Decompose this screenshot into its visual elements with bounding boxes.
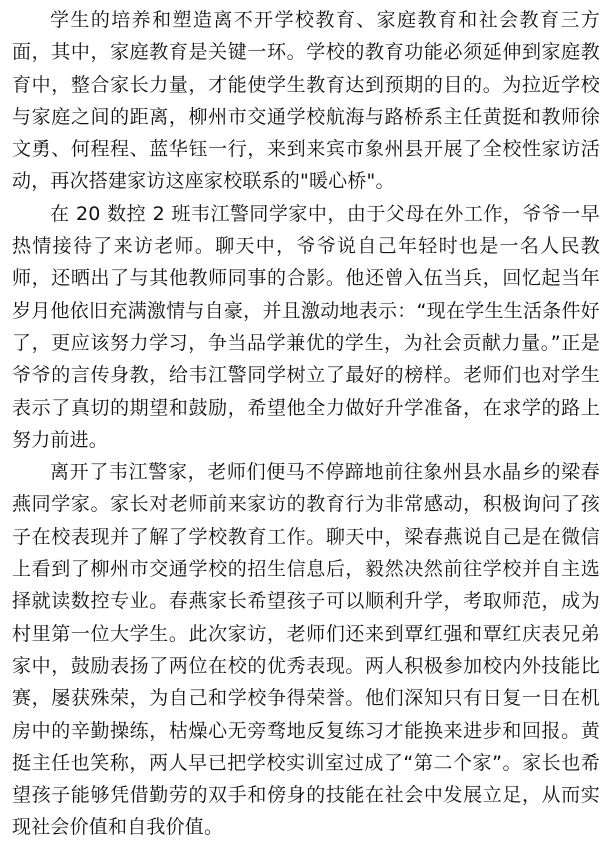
paragraph-second-visit: 离开了韦江警家，老师们便马不停蹄地前往象州县水晶乡的梁春燕同学家。家长对老师前来家访的教育行为非常感动，积极询问了孩子在校表现并了解了学校教育工作。聊天中，梁春燕说自己是在微信上看到了柳州市交通学校的招生信息后，毅然决然前往学校并自主选择就读数控专业。春燕家长希望孩子可以顺利升学，考取师范，成为村里第一位大学生。此次家访，老师们还来到覃红强和覃红庆表兄弟家中，鼓励表扬了两位在校的优秀表现。两人积极参加校内外技能比赛，屡获殊荣，为自己和学校争得荣誉。他们深知只有日复一日在机房中的辛勤操练，枯燥心无旁骛地反复练习才能换来进步和回报。黄挺主任也笑称，两人早已把学校实训室过成了“第二个家”。家长也希望孩子能够凭借勤劳的双手和傍身的技能在社会中发展立足，从而实现社会价值和自我价值。	[12, 461, 600, 839]
paragraph-first-visit: 在 20 数控 2 班韦江警同学家中，由于父母在外工作，爷爷一早热情接待了来访老师。聊天中，爷爷说自己年轻时也是一名人民教师，还晒出了与其他教师同事的合影。他还曾入伍当兵，回忆起当年岁月他依旧充满激情与自豪，并且激动地表示：“现在学生生活条件好了，更应该努力学习，争当品学兼优的学生，为社会贡献力量。”正是爷爷的言传身教，给韦江警同学树立了最好的榜样。老师们也对学生表示了真切的期望和鼓励，希望他全力做好升学准备，在求学的路上努力前进。	[12, 202, 600, 451]
paragraph-intro: 学生的培养和塑造离不开学校教育、家庭教育和社会教育三方面，其中，家庭教育是关键一环。学校的教育功能必须延伸到家庭教育中，整合家长力量，才能使学生教育达到预期的目的。为拉近学校与家庭之间的距离，柳州市交通学校航海与路桥系主任黄挺和教师徐文勇、何程程、蓝华钰一行，来到来宾市象州县开展了全校性家访活动，再次搭建家访这座家校联系的"暖心桥"。	[12, 9, 600, 193]
article-body	[12, 4, 600, 844]
